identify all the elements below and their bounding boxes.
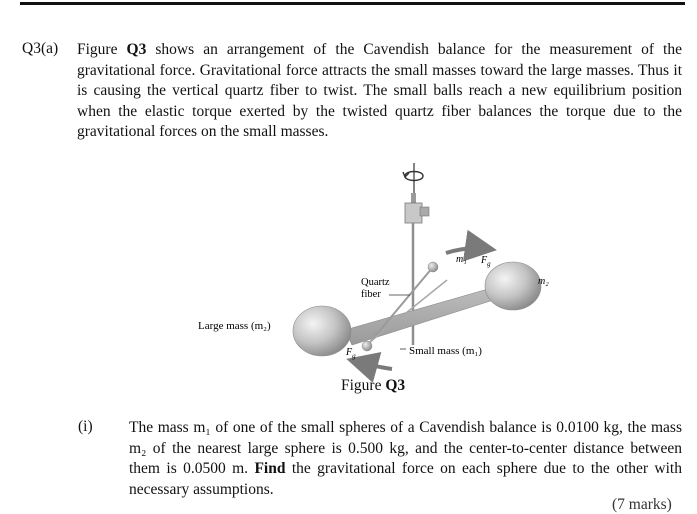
question-text-rest: shows an arrangement of the Cavendish balance for the measurement of the gravitational force. Gravitational force attracts the small masses toward the large masses. Thus it is causing the vertical quartz fiber to twist. The small balls reach a new equilibrium position when the elastic torque exerted by the twisted quartz fiber balances the torque due to the gravitational forces on the small masses.	[77, 41, 682, 140]
part-i-paragraph	[129, 418, 682, 500]
small-sphere-bottom	[362, 341, 372, 351]
label-fg-top: $F_g$	[481, 255, 491, 268]
label-m2: m₂	[538, 276, 549, 287]
label-large-mass: Large mass (m₂)	[198, 320, 271, 332]
force-arrow-top	[446, 248, 489, 253]
question-label: Q3(a)	[22, 40, 59, 57]
large-sphere-left	[293, 306, 351, 356]
large-sphere-right	[485, 262, 541, 310]
part-i-text-b: the gravitational force on each sphere due to the other with necessary assumptions.	[129, 460, 682, 498]
part-i-text-a: The mass m₁ of one of the small spheres of a Cavendish balance is 0.0100 kg, the mass m₂ of the nearest large sphere is 0.500 kg, and the center-to-center distance between them is 0.0500 m.	[129, 419, 682, 477]
label-fiber: fiber	[361, 289, 381, 300]
label-fg-bottom: $F_g$	[346, 347, 356, 360]
figure-caption	[341, 377, 405, 395]
marks-label: (7 marks)	[612, 496, 672, 513]
label-quartz: Quartz	[361, 277, 390, 288]
figure-caption-prefix: Figure	[341, 377, 386, 394]
label-small-mass: Small mass (m₁)	[409, 345, 482, 357]
question-text-start: Figure	[77, 41, 127, 58]
label-m1: m₁	[456, 254, 467, 265]
rotation-arrow-icon	[403, 163, 423, 193]
small-sphere-top	[428, 262, 438, 272]
figure-caption-number: Q3	[385, 377, 406, 394]
part-i-find: Find	[254, 460, 286, 477]
force-arrow-bottom	[354, 361, 392, 369]
question-figure-ref: Q3	[126, 41, 147, 58]
fiber-mount	[405, 193, 429, 223]
part-i-label: (i)	[78, 418, 93, 435]
